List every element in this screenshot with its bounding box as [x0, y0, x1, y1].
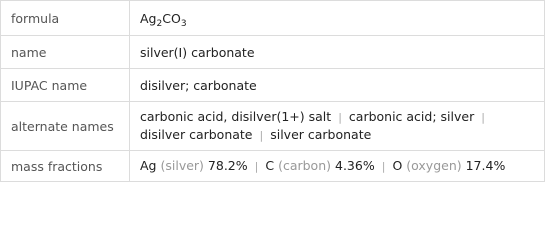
- row-alternate-names: [1, 102, 545, 151]
- alternate-name: carbonic acid; silver: [348, 109, 475, 124]
- mass-fractions-value: [130, 151, 545, 182]
- separator: |: [481, 111, 485, 124]
- formula-label: formula: [1, 1, 130, 36]
- name-label: name: [1, 36, 130, 69]
- alternate-names-value: [130, 102, 545, 151]
- row-name: [1, 36, 545, 69]
- alternate-name: silver carbonate: [270, 127, 372, 142]
- row-formula: [1, 1, 545, 36]
- iupac-name-label: IUPAC name: [1, 69, 130, 102]
- mass-fractions-label: mass fractions: [1, 151, 130, 182]
- alternate-name: carbonic acid, disilver(1+) salt: [140, 109, 332, 124]
- separator: |: [381, 160, 386, 173]
- formula-part-ag: Ag: [140, 10, 157, 26]
- mass-fraction-value: 4.36%: [335, 158, 375, 173]
- element-symbol: Ag: [140, 158, 157, 173]
- separator: |: [338, 111, 342, 124]
- alternate-name: disilver carbonate: [140, 127, 253, 142]
- name-value: silver(I) carbonate: [130, 36, 545, 69]
- formula-part-co: CO: [162, 10, 181, 26]
- mass-fraction-value: 78.2%: [207, 158, 248, 173]
- element-name: (silver): [160, 158, 204, 173]
- element-symbol: O: [392, 158, 403, 173]
- iupac-name-value: disilver; carbonate: [130, 69, 545, 102]
- element-symbol: C: [265, 158, 275, 173]
- row-mass-fractions: [1, 151, 545, 182]
- separator: |: [254, 160, 259, 173]
- alternate-names-label: alternate names: [1, 102, 130, 151]
- formula-value: [130, 1, 545, 36]
- formula-sub-2: 2: [156, 18, 163, 29]
- formula-sub-3: 3: [180, 18, 187, 29]
- mass-fraction-value: 17.4%: [465, 158, 506, 173]
- element-name: (carbon): [278, 158, 332, 173]
- element-name: (oxygen): [406, 158, 462, 173]
- row-iupac-name: [1, 69, 545, 102]
- separator: |: [259, 129, 264, 142]
